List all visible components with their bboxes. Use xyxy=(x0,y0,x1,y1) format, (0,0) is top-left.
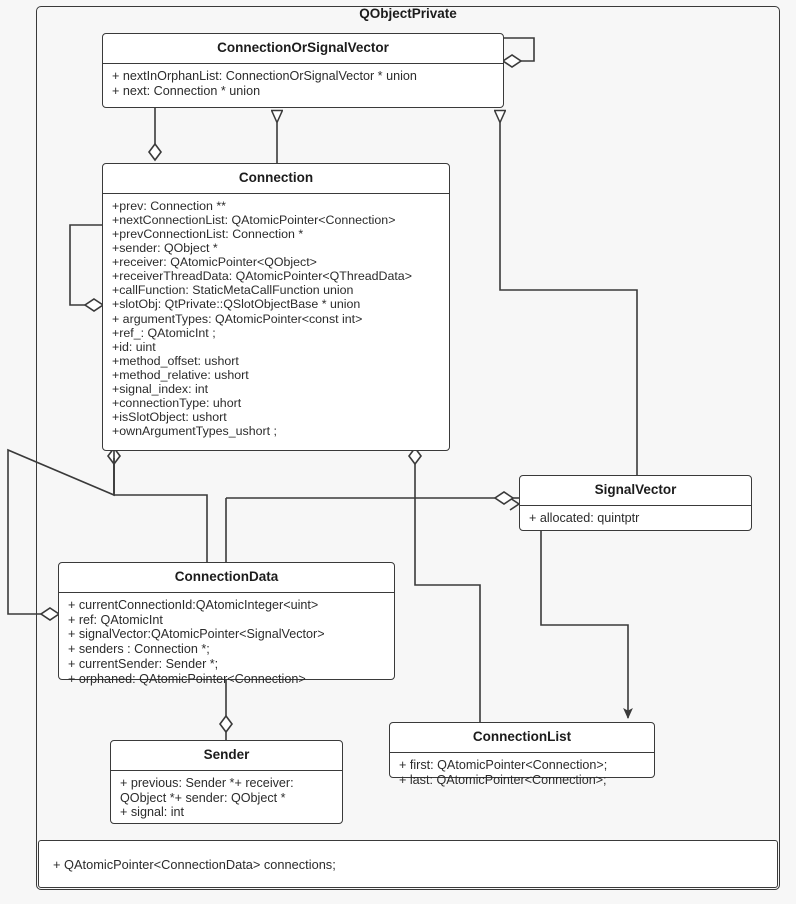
attribute: +isSlotObject: ushort xyxy=(112,410,227,425)
class-connection[interactable] xyxy=(102,163,450,451)
class-title: Sender xyxy=(111,741,342,771)
attribute: +id: uint xyxy=(112,339,156,354)
class-sender[interactable] xyxy=(110,740,343,824)
class-connection-list[interactable] xyxy=(389,722,655,787)
attribute: + currentSender: Sender *; xyxy=(68,656,219,671)
attribute: +connectionType: uhort xyxy=(112,395,242,410)
class-title: SignalVector xyxy=(520,476,751,506)
attribute: + allocated: quintptr xyxy=(529,510,640,525)
class-attributes xyxy=(103,64,503,103)
attribute: +receiverThreadData: QAtomicPointer<QThreadData> xyxy=(112,269,412,284)
attribute: + signalVector:QAtomicPointer<SignalVector> xyxy=(68,627,325,642)
attribute: +sender: QObject * xyxy=(112,241,218,256)
class-connection-data[interactable] xyxy=(58,562,395,686)
attribute: + first: QAtomicPointer<Connection>; xyxy=(399,757,608,772)
class-attributes xyxy=(390,753,654,792)
frame-footer-text: + QAtomicPointer<ConnectionData> connections; xyxy=(53,856,336,872)
attribute: + currentConnectionId:QAtomicInteger<uint> xyxy=(68,597,319,612)
attribute: + ref: QAtomicInt xyxy=(68,612,163,627)
attribute: + senders : Connection *; xyxy=(68,642,210,657)
attribute: +slotObj: QtPrivate::QSlotObjectBase * union xyxy=(112,297,361,312)
class-attributes xyxy=(103,194,449,443)
attribute: +method_offset: ushort xyxy=(112,353,239,368)
attribute: +signal_index: int xyxy=(112,381,209,396)
class-signal-vector[interactable] xyxy=(519,475,752,531)
attribute: + orphaned: QAtomicPointer<Connection> xyxy=(68,671,306,686)
attribute: +method_relative: ushort xyxy=(112,367,249,382)
attribute: + argumentTypes: QAtomicPointer<const int> xyxy=(112,311,363,326)
attribute: +ownArgumentTypes_ushort ; xyxy=(112,424,277,439)
attribute: +prevConnectionList: Connection * xyxy=(112,227,304,242)
class-attributes xyxy=(520,506,751,531)
class-title: ConnectionOrSignalVector xyxy=(103,34,503,64)
attribute: +ref_: QAtomicInt ; xyxy=(112,325,216,340)
attribute: + nextInOrphanList: ConnectionOrSignalVector * union xyxy=(112,68,417,83)
attribute: +callFunction: StaticMetaCallFunction union xyxy=(112,283,354,298)
frame-footer-compartment xyxy=(38,840,778,888)
attribute: +nextConnectionList: QAtomicPointer<Connection> xyxy=(112,212,396,227)
frame-title: QObjectPrivate xyxy=(359,6,457,21)
attribute: + next: Connection * union xyxy=(112,83,261,98)
attribute: +receiver: QAtomicPointer<QObject> xyxy=(112,255,317,270)
attribute: + signal: int xyxy=(120,805,185,820)
class-title: Connection xyxy=(103,164,449,194)
class-title: ConnectionData xyxy=(59,563,394,593)
attribute: + last: QAtomicPointer<Connection>; xyxy=(399,772,607,787)
attribute: +prev: Connection ** xyxy=(112,198,226,213)
class-connection-or-signal-vector[interactable] xyxy=(102,33,504,108)
class-title: ConnectionList xyxy=(390,723,654,753)
class-attributes xyxy=(59,593,394,691)
class-attributes xyxy=(111,771,342,825)
attribute: + previous: Sender *+ receiver: QObject *+ sender: QObject * xyxy=(120,775,294,805)
